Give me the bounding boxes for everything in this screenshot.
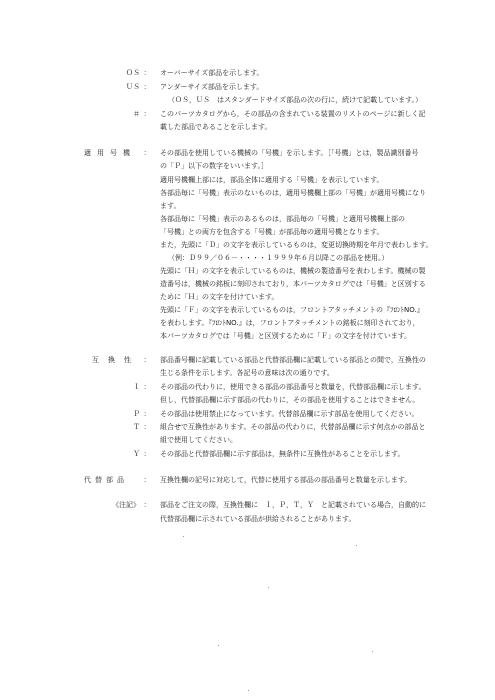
- code-new-colon: ：: [143, 110, 151, 118]
- note-colon: ：: [143, 501, 151, 509]
- interchange-t-key: Ｔ: [133, 423, 140, 431]
- applicable-line: 適用号機欄上部には，部品全体に適用する「号機」を表示しています。: [160, 176, 384, 184]
- code-new-text-cont: 載した部品であることを示します。: [160, 123, 272, 131]
- applicable-line: その部品を使用している機械の「号機」を示します。［「号機」とは，製品識別番号: [160, 149, 419, 157]
- applicable-line: 各部品毎に「号機」表示のあるものは，部品毎の「号機」と適用号機欄上部の: [160, 215, 405, 223]
- code-us-key: ＵＳ: [126, 83, 140, 91]
- note-line: 部品をご注文の際，互換性欄に Ｉ，Ｐ，Ｔ，Ｙ と記載されている場合，自動的に: [160, 501, 426, 509]
- code-os-text: オーバーサイズ部品を示します。: [160, 69, 264, 77]
- interchange-intro: 生じる条件を示します。各記号の意味は次の通りです。: [160, 369, 334, 377]
- applicable-line: 各部品毎に「号機」表示のないものは，適用号機欄上部の「号機」が適用号機になり: [160, 189, 426, 197]
- applicable-line: 造番号は，機械の銘板に刻印されており，本パーツカタログでは「号機」と区別する: [160, 280, 426, 288]
- applicable-line: 「号機」との両方を包含する「号機」が部品毎の適用号機となります。: [160, 228, 384, 236]
- interchange-t-text: 組合せで互換性があります。その部品の代わりに，代替部品欄に示す何点かの部品と: [160, 423, 426, 431]
- interchange-label: 互換性: [92, 356, 140, 364]
- interchange-i-text: その部品の代わりに，使用できる部品の部品番号と数量を，代替部品欄に示します。: [160, 383, 426, 391]
- applicable-line: また，先頭に「Ｄ」の文字を表示しているものは，変更切換時期を年月で表わします。: [160, 241, 433, 249]
- applicable-line: を表わします。『ﾌﾛﾝﾄNO.』は，フロントアタッチメントの銘板に刻印されており，: [160, 319, 420, 327]
- note-label: 《注記》: [112, 501, 140, 509]
- applicable-line: 先頭に「Ｈ」の文字を表示しているものは，機械の製造番号を表わします。機械の製: [160, 267, 426, 275]
- interchange-i-key: Ｉ: [133, 383, 140, 391]
- interchange-p-text: その部品は使用禁止になっています。代替部品欄に示す部品を使用してください。: [160, 410, 419, 418]
- interchange-t-colon: ：: [143, 423, 151, 431]
- interchange-intro: 部品番号欄に記載している部品と代替部品欄に記載している部品との間で，互換性の: [160, 356, 426, 364]
- applicable-line: ます。: [160, 202, 181, 210]
- code-us-text: アンダーサイズ部品を示します。: [160, 83, 264, 91]
- code-note-text: （ＯＳ，ＵＳ はスタンダードサイズ部品の次の行に，続けて記載しています。）: [168, 96, 423, 104]
- substitute-label: 代替部品: [84, 476, 128, 484]
- note-line: 代替部品欄に示されている部品が供給されることがあります。: [160, 515, 356, 523]
- interchange-y-key: Ｙ: [133, 450, 140, 458]
- interchange-i-colon: ：: [143, 383, 151, 391]
- applicable-line: （例：Ｄ９９／０６－・・・・１９９９年６月以降この部品を使用。）: [168, 254, 389, 262]
- interchange-y-text: その部品と代替部品欄に示す部品は，無条件に互換性があることを示します。: [160, 450, 405, 458]
- interchange-i-text: 但し，代替部品欄に示す部品の代わりに，その部品を使用することはできません。: [160, 396, 420, 404]
- applicable-line: 先頭に「Ｆ」の文字を表示しているものは，フロントアタッチメントの『ﾌﾛﾝﾄNO.』: [160, 306, 424, 314]
- applicable-colon: ：: [143, 149, 151, 157]
- code-new-key: ＃: [133, 110, 140, 118]
- substitute-text: 互換性欄の記号に対応して，代替に使用する部品の部品番号と数量を示します。: [160, 476, 412, 484]
- interchange-y-colon: ：: [143, 450, 151, 458]
- interchange-t-text: 組で使用してください。: [160, 436, 237, 444]
- applicable-line: の「Ｐ」以下の数字をいいます。］: [160, 162, 268, 170]
- substitute-colon: ：: [143, 476, 151, 484]
- code-new-text: このパーツカタログから，その部品の含まれている装置のリストのページに新しく記: [160, 110, 426, 118]
- applicable-line: ために「Ｈ」の文字を付けています。: [160, 293, 279, 301]
- applicable-label: 適用号機: [84, 149, 136, 157]
- interchange-colon: ：: [143, 356, 151, 364]
- interchange-p-colon: ：: [143, 410, 151, 418]
- code-os-key: ＯＳ: [126, 69, 140, 77]
- code-os-colon: ：: [143, 69, 151, 77]
- applicable-line: 本パーツカタログでは「号機」と区別するために「Ｆ」の文字を付けています。: [160, 332, 412, 340]
- code-us-colon: ：: [143, 83, 151, 91]
- interchange-p-key: Ｐ: [133, 410, 140, 418]
